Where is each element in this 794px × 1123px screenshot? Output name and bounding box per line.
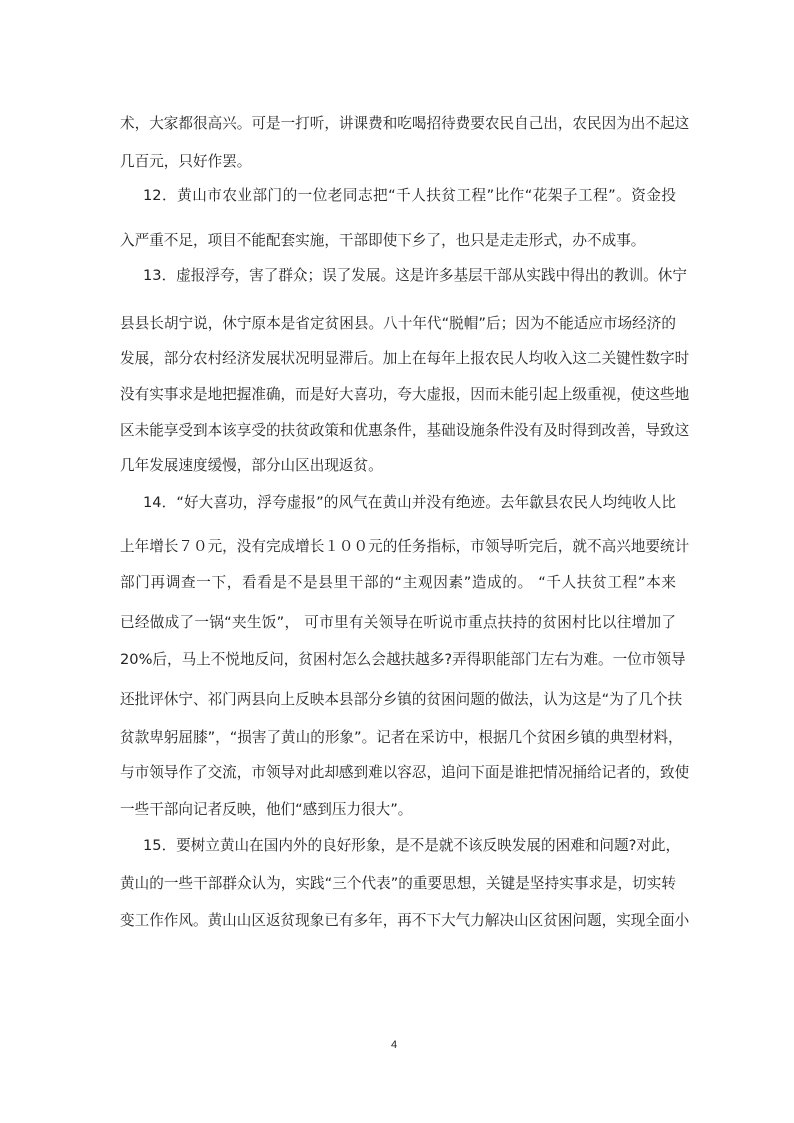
text-line: 县县长胡宁说，休宁原本是省定贫困县。八十年代“脱帽”后；因为不能适应市场经济的: [120, 315, 676, 332]
text-line: 上年增长７０元，没有完成增长１００元的任务指标，市领导听完后，就不高兴地要统计: [120, 538, 690, 555]
paragraph-13-start: 13．虚报浮夸，害了群众；误了发展。这是许多基层干部从实践中得出的教训。休宁: [143, 267, 687, 284]
text-line: 发展，部分农村经济发展状况明显滞后。加上在每年上报农民人均收入这二关键性数字时: [120, 350, 690, 367]
text-line: 部门再调查一下，看看是不是县里干部的“主观因素”造成的。 “千人扶贫工程”本来: [120, 574, 676, 591]
text-line: 已经做成了一锅“夹生饭”， 可市里有关领导在听说市重点扶持的贫困村比以往增加了: [120, 614, 676, 631]
paragraph-12-start: 12．黄山市农业部门的一位老同志把“千人扶贫工程”比作“花架子工程”。资金投: [143, 187, 676, 204]
text-line: 几百元，只好作罢。: [120, 153, 252, 170]
text-line: 还批评休宁、祁门两县向上反映本县部分乡镇的贫困问题的做法，认为这是“为了几个扶: [120, 691, 683, 708]
text-line: 与市领导作了交流，市领导对此却感到难以容忍，追问下面是谁把情况捅给记者的，致使: [120, 764, 690, 781]
paragraph-14-start: 14．“好大喜功，浮夸虚报”的风气在黄山并没有绝迹。去年歙县农民人均纯收人比: [143, 494, 676, 511]
text-line: 区未能享受到本该享受的扶贫政策和优惠条件，基础设施条件没有及时得到改善，导致这: [120, 422, 690, 439]
text-line: 入严重不足，项目不能配套实施，干部即使下乡了，也只是走走形式，办不成事。: [120, 232, 646, 249]
text-line: 几年发展速度缓慢，部分山区出现返贫。: [120, 457, 383, 474]
text-line: 变工作作风。黄山山区返贫现象已有多年，再不下大气力解决山区贫困问题，实现全面小: [120, 912, 690, 929]
page-number: 4: [391, 1039, 398, 1051]
text-line: 黄山的一些干部群众认为，实践“三个代表”的重要思想，关键是坚持实事求是，切实转: [120, 875, 676, 892]
text-line: 贫款卑躬屈膝”，“损害了黄山的形象”。记者在采访中，根据几个贫困乡镇的典型材料，: [120, 729, 683, 746]
text-line: 术，大家都很高兴。可是一打听，讲课费和吃喝招待费要农民自己出，农民因为出不起这: [120, 115, 690, 132]
text-line: 一些干部向记者反映，他们“感到压力很大”。: [120, 801, 413, 818]
text-line: 没有实事求是地把握准确，而是好大喜功，夸大虚报，因而未能引起上级重视，使这些地: [120, 386, 690, 403]
paragraph-15-start: 15．要树立黄山在国内外的良好形象，是不是就不该反映发展的困难和问题?对此，: [143, 837, 681, 854]
text-line: 20%后，马上不悦地反问，贫困村怎么会越扶越多?弄得职能部门左右为难。一位市领导: [120, 651, 686, 668]
